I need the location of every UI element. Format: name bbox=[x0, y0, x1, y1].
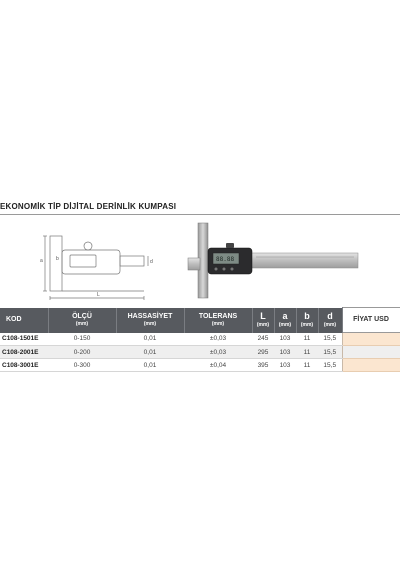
cell-price bbox=[342, 346, 400, 359]
cell-L: 245 bbox=[252, 333, 274, 346]
cell-b: 11 bbox=[296, 346, 318, 359]
col-L: L (mm) bbox=[252, 308, 274, 333]
dim-b-label: b bbox=[56, 256, 59, 262]
cell-d: 15,5 bbox=[318, 359, 342, 372]
cell-hassasiyet: 0,01 bbox=[116, 359, 184, 372]
col-kod: KOD bbox=[0, 308, 48, 333]
title-divider bbox=[0, 214, 400, 215]
cell-hassasiyet: 0,01 bbox=[116, 333, 184, 346]
dim-a-label: a bbox=[40, 258, 43, 264]
cell-olcu: 0-200 bbox=[48, 346, 116, 359]
cell-kod: C108-3001E bbox=[0, 359, 48, 372]
col-olcu: ÖLÇÜ (mm) bbox=[48, 308, 116, 333]
col-hassasiyet: HASSASİYET (mm) bbox=[116, 308, 184, 333]
table-row bbox=[0, 359, 400, 372]
dim-L-label: L bbox=[97, 292, 100, 298]
cell-a: 103 bbox=[274, 346, 296, 359]
cell-price bbox=[342, 333, 400, 346]
cell-L: 295 bbox=[252, 346, 274, 359]
cell-kod: C108-2001E bbox=[0, 346, 48, 359]
cell-d: 15,5 bbox=[318, 333, 342, 346]
cell-d: 15,5 bbox=[318, 346, 342, 359]
cell-tolerans: ±0,03 bbox=[184, 346, 252, 359]
cell-kod: C108-1501E bbox=[0, 333, 48, 346]
cell-olcu: 0-300 bbox=[48, 359, 116, 372]
cell-b: 11 bbox=[296, 333, 318, 346]
page-title: EKONOMİK TİP DİJİTAL DERİNLİK KUMPASI bbox=[0, 202, 177, 211]
cell-hassasiyet: 0,01 bbox=[116, 346, 184, 359]
cell-b: 11 bbox=[296, 359, 318, 372]
cell-tolerans: ±0,04 bbox=[184, 359, 252, 372]
cell-price bbox=[342, 359, 400, 372]
cell-L: 395 bbox=[252, 359, 274, 372]
technical-drawing bbox=[40, 230, 160, 305]
table-header-row bbox=[0, 308, 400, 333]
svg-text:88.88: 88.88 bbox=[216, 256, 235, 263]
cell-olcu: 0-150 bbox=[48, 333, 116, 346]
cell-tolerans: ±0,03 bbox=[184, 333, 252, 346]
cell-a: 103 bbox=[274, 333, 296, 346]
product-photo bbox=[186, 220, 361, 300]
col-d: d (mm) bbox=[318, 308, 342, 333]
col-a: a (mm) bbox=[274, 308, 296, 333]
col-price: FİYAT USD bbox=[342, 308, 400, 333]
dim-d-label: d bbox=[150, 259, 153, 265]
cell-a: 103 bbox=[274, 359, 296, 372]
col-tolerans: TOLERANS (mm) bbox=[184, 308, 252, 333]
table-row bbox=[0, 346, 400, 359]
spec-table bbox=[0, 307, 400, 372]
col-b: b (mm) bbox=[296, 308, 318, 333]
table-row bbox=[0, 333, 400, 346]
